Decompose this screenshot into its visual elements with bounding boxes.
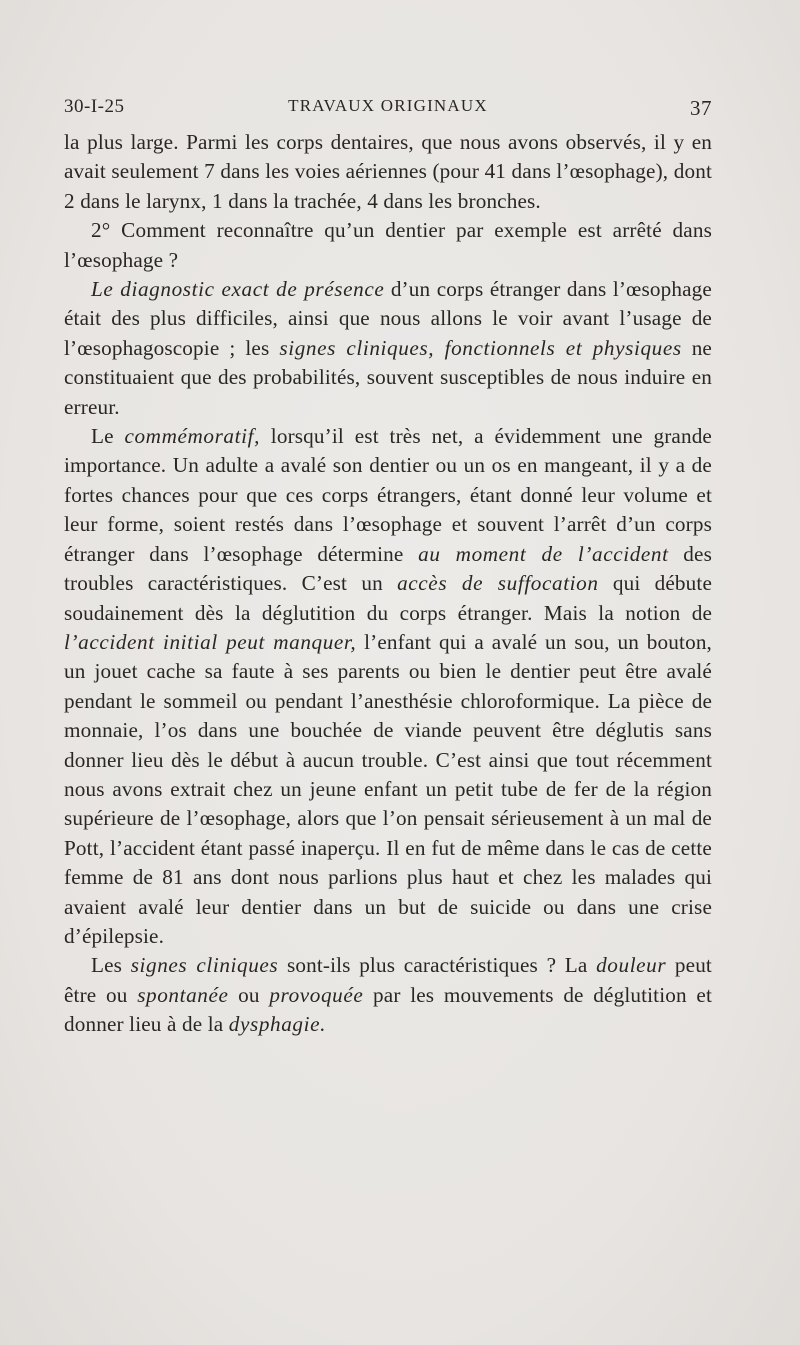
italic-term: commémoratif, (124, 424, 260, 449)
italic-term: spontanée (137, 982, 229, 1007)
header-date: 30-I-25 (64, 96, 125, 117)
italic-term: provoquée (269, 982, 364, 1007)
paragraph-3 (64, 275, 712, 422)
paragraph-1-text: la plus large. Parmi les corps dentaires, que nous avons observés, il y en avait seulement 7 dans les voies aériennes (pour 41 dans l’œsophage), dont 2 dans le larynx, 1 dans la trachée, 4 dans les bronches. (64, 130, 712, 213)
italic-term: l’accident initial peut manquer, (64, 629, 357, 654)
paragraph-4-text: des troubles caractéristiques. C’est un (64, 541, 712, 596)
paragraph-4 (64, 422, 712, 951)
header-section-title: TRAVAUX ORIGINAUX (288, 96, 488, 115)
page-number: 37 (690, 96, 712, 120)
article-body (64, 128, 712, 1040)
italic-term: signes cliniques, fonctionnels et physiques (279, 335, 682, 360)
paragraph-5-text: peut être ou (64, 953, 712, 1007)
running-header (64, 92, 712, 122)
paragraph-4-text: Le (91, 424, 125, 449)
italic-term: Le diagnostic exact de présence (91, 277, 385, 302)
paragraph-3-text: ne constituaient que des probabilités, souvent susceptibles de nous induire en erreur. (64, 335, 712, 419)
paragraph-5-text: ou (228, 982, 270, 1007)
paragraph-5-text: Les (91, 953, 131, 978)
paragraph-4-text: qui débute soudainement dès la déglutition du corps étranger. Mais la notion de (64, 571, 712, 625)
italic-term: signes cliniques (130, 953, 279, 978)
italic-term: au moment de l’accident (418, 541, 669, 566)
paragraph-1 (64, 128, 712, 216)
paragraph-5 (64, 951, 712, 1039)
paragraph-3-text: d’un corps étranger dans l’œsophage était des plus difficiles, ainsi que nous allons le voir avant l’usage de l’œsophagoscopie ; les (64, 277, 712, 360)
italic-term: douleur (596, 953, 667, 978)
paragraph-4-text: l’enfant qui a avalé un sou, un bouton, un jouet cache sa faute à ses parents ou bien le dentier peut être avalé pendant le sommeil ou pendant l’anesthésie chloroformique. La pièce de monnaie, l’os dans une bouchée de viande peuvent être déglutis sans donner lieu dès le début à aucun trouble. C’est ainsi que tout récemment nous avons extrait chez un jeune enfant un petit tube de fer de la région supérieure de l’œsophage, alors que l’on pensait sérieusement à un mal de Pott, l’accident étant passé inaperçu. Il en fut de même dans le cas de cette femme de 81 ans dont nous parlions plus haut et chez les malades qui avaient avalé leur dentier dans un but de suicide ou dans une crise d’épilepsie. (64, 629, 713, 948)
paragraph-4-text: lorsqu’il est très net, a évidemment une grande importance. Un adulte a avalé son dentier ou un os en mangeant, il y a de fortes chances pour que ces corps étrangers, étant donné leur volume et leur forme, soient restés dans l’œsophage et souvent l’arrêt d’un corps étranger dans l’œsophage détermine (64, 424, 712, 566)
paragraph-2-text: 2° Comment reconnaître qu’un dentier par exemple est arrêté dans l’œsophage ? (64, 218, 712, 272)
italic-term: dysphagie. (228, 1012, 327, 1037)
italic-term: accès de suffocation (397, 571, 599, 596)
paragraph-5-text: par les mouvements de déglutition et donner lieu à de la (64, 982, 712, 1037)
paragraph-5-text: sont-ils plus caractéristiques ? La (278, 953, 597, 978)
paragraph-2 (64, 216, 712, 275)
